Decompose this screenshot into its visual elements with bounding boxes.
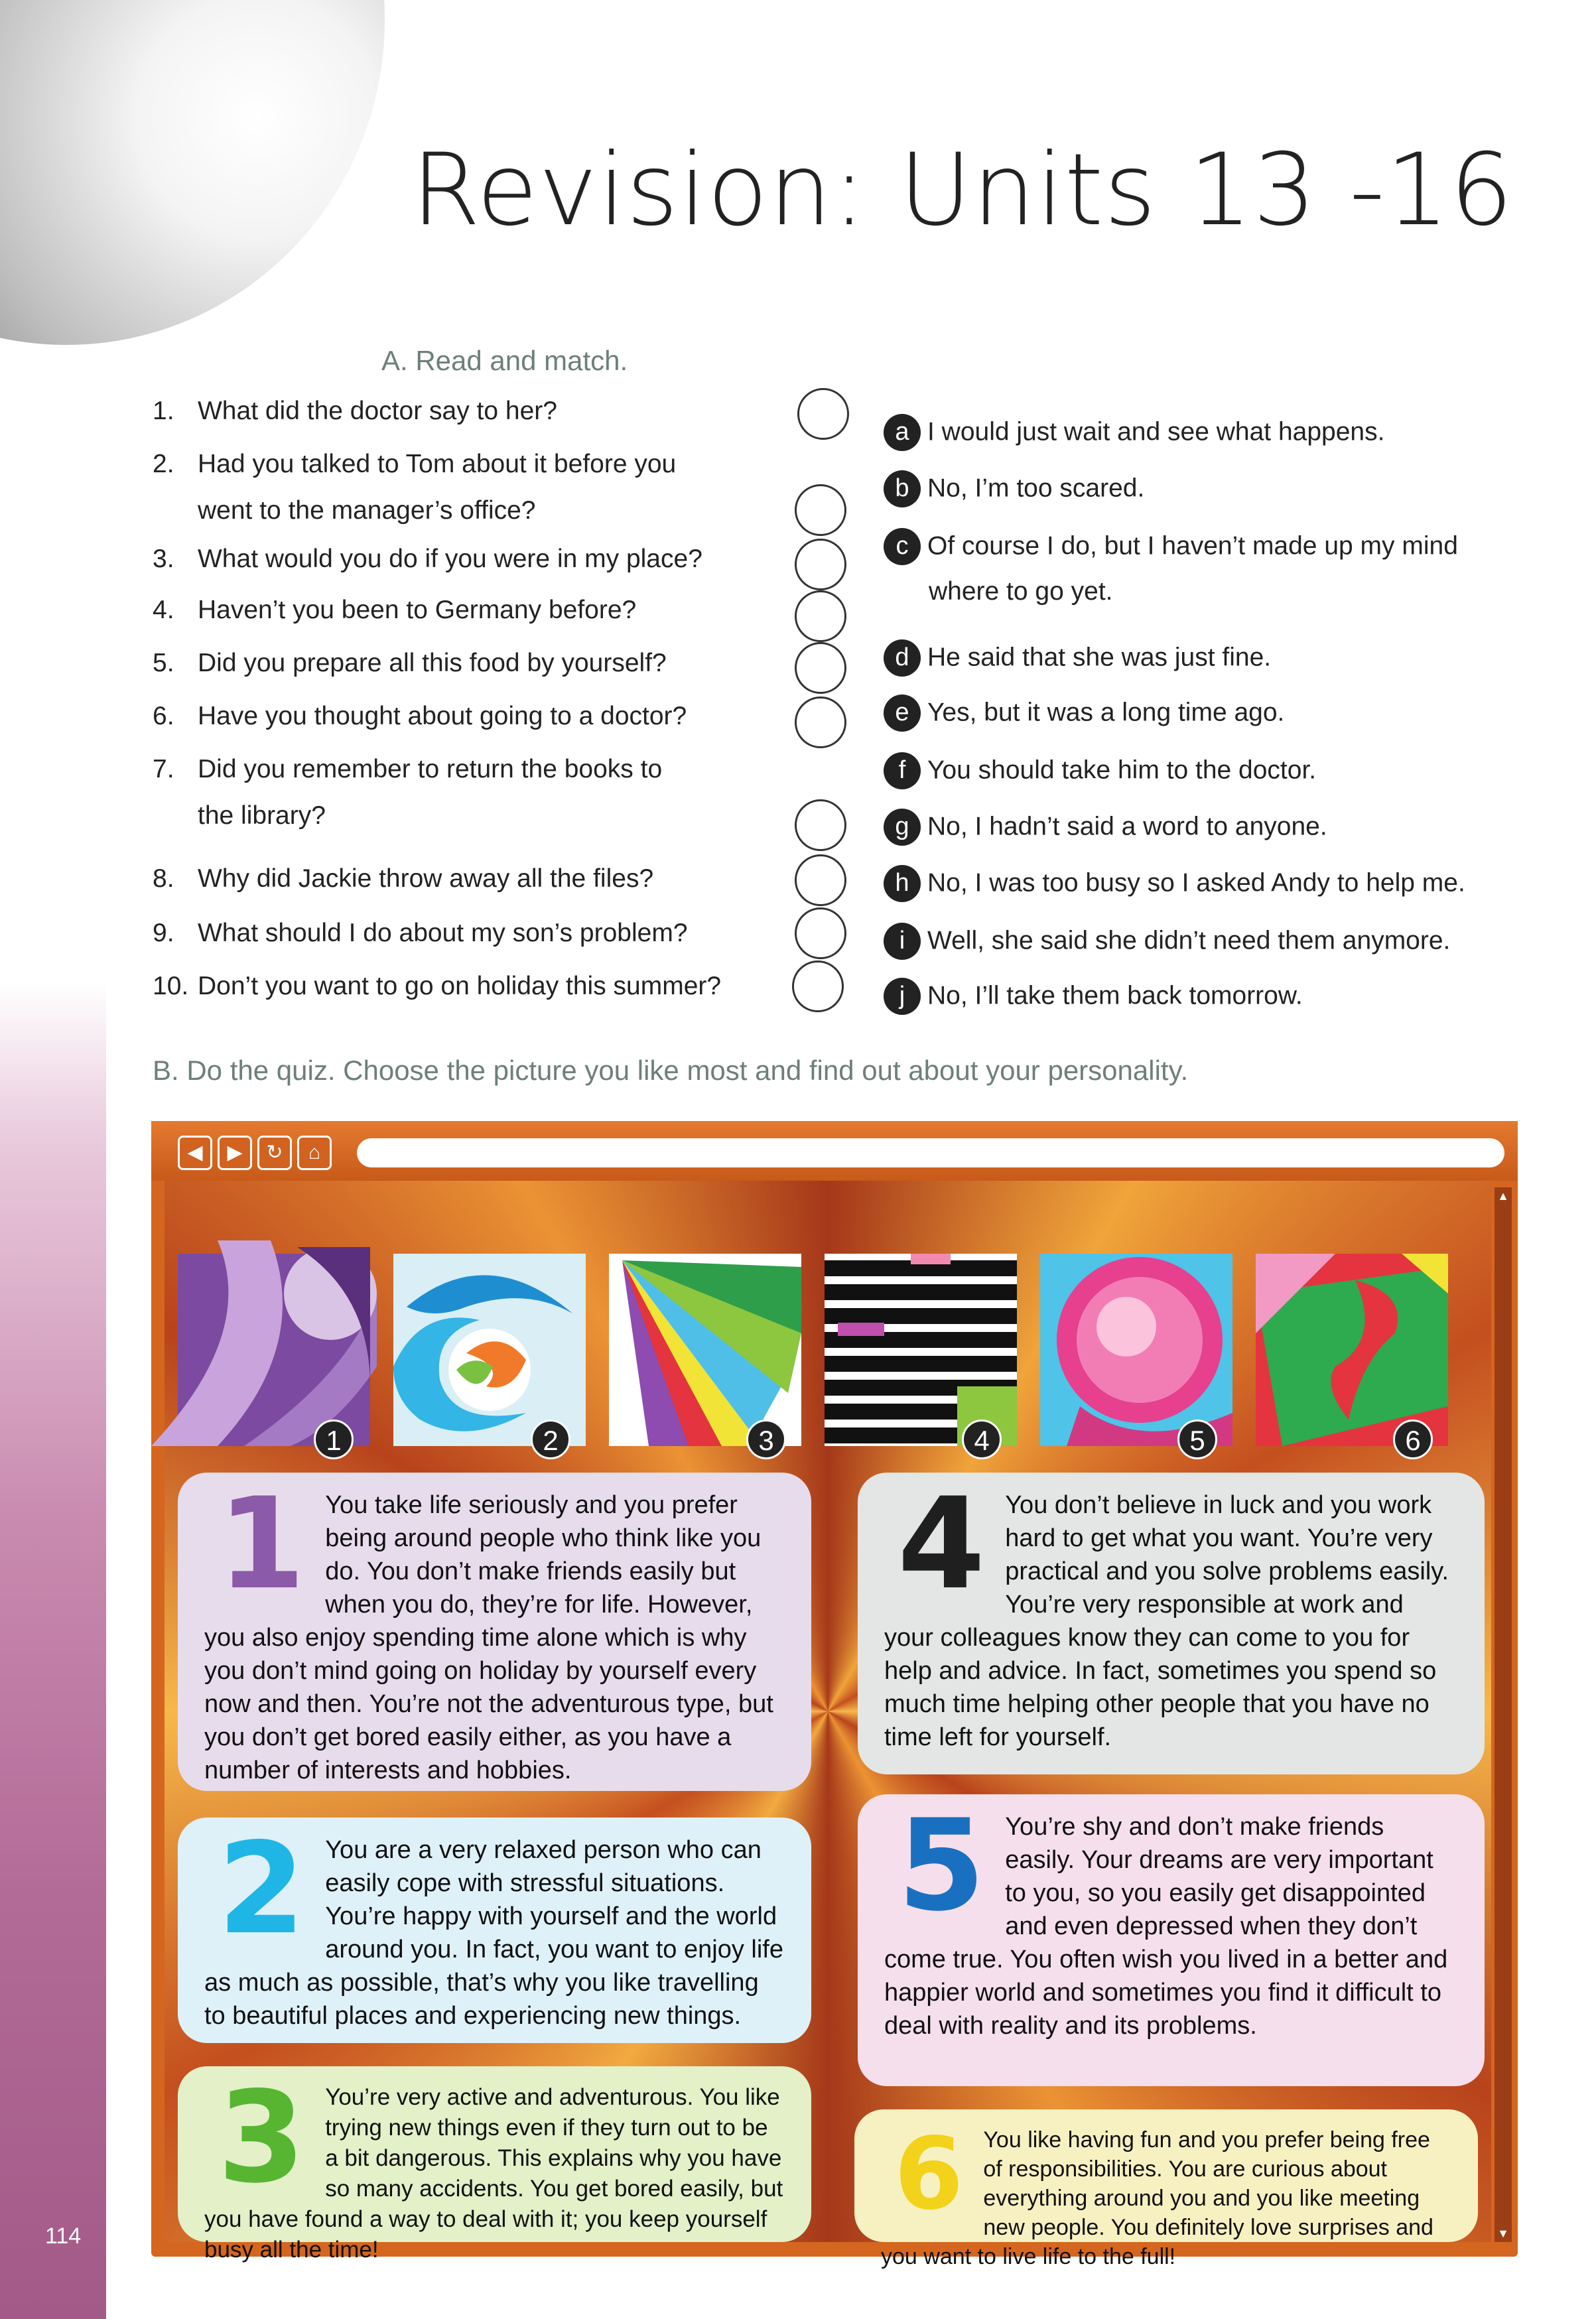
option-letter-badge: b [884, 470, 921, 507]
quiz-picture-3[interactable] [609, 1254, 801, 1446]
option-text: No, I’ll take them back tomorrow. [927, 981, 1303, 1010]
browser-toolbar [151, 1121, 1518, 1181]
option-text: No, I hadn’t said a word to anyone. [927, 812, 1327, 841]
option-letter-badge: e [884, 695, 921, 732]
personality-card-3 [178, 2064, 811, 2263]
quiz-content-area [165, 1181, 1491, 2269]
picture-number-5: 5 [1177, 1420, 1217, 1459]
answer-option-e [884, 689, 1284, 736]
option-text: I would just wait and see what happens. [927, 417, 1385, 446]
card-description: You take life seriously and you prefer being around people who think like you do. You don’t make friends easily but when you do, they’re for life. However, you also enjoy spending time alone which is why you don’t mind going on holiday by yourself every now and then. You’re not the adventurous type, but you don’t get bored easily either, as you have a number of interests and hobbies. [204, 1491, 773, 1784]
question-text: Had you talked to Tom about it before you [198, 450, 677, 478]
quiz-picture-6[interactable] [1256, 1254, 1448, 1446]
answer-option-j [884, 972, 1303, 1020]
quiz-picture-1[interactable] [178, 1254, 370, 1446]
question-number: 4. [153, 596, 174, 624]
picture-number-3: 3 [746, 1420, 786, 1459]
personality-card-4 [858, 1473, 1485, 1774]
page-number: 114 [45, 2223, 82, 2249]
option-letter-badge: c [884, 528, 921, 565]
option-text: You should take him to the doctor. [927, 756, 1317, 785]
answer-circle-8[interactable] [795, 854, 846, 906]
question-number: 2. [153, 450, 174, 478]
scrollbar[interactable] [1495, 1187, 1512, 2242]
card-number: 6 [894, 2117, 964, 2232]
question-10 [153, 963, 721, 1010]
question-number: 5. [153, 649, 174, 677]
question-number: 7. [153, 755, 174, 783]
question-2 [153, 441, 676, 488]
question-number: 8. [153, 864, 174, 893]
answer-option-f [884, 746, 1316, 794]
quiz-picture-2[interactable] [393, 1254, 586, 1446]
option-text: No, I’m too scared. [927, 474, 1145, 503]
side-decoration-stripe [0, 982, 106, 2319]
option-letter-badge: a [884, 414, 921, 451]
option-text: Yes, but it was a long time ago. [927, 698, 1285, 727]
option-text: Well, she said she didn’t need them anymore. [927, 926, 1451, 955]
option-letter-badge: g [884, 809, 921, 846]
card-description: You like having fun and you prefer being free of responsibilities. You are curious about everything around you and you like meeting new people. You definitely love surprises and you want to live life to the full! [881, 2127, 1433, 2269]
option-letter-badge: h [884, 865, 921, 902]
card-description: You’re shy and don’t make friends easily. Your dreams are very important to you, so you easily get disappointed and even depressed when they don’t come true. You often wish you lived in a better and happier world and sometimes you find it difficult to deal with reality and its problems. [884, 1813, 1448, 2040]
quiz-picture-4[interactable] [825, 1254, 1017, 1446]
page-title: Revision: Units 13 -16 [411, 133, 1514, 248]
option-letter-badge: j [884, 978, 921, 1015]
card-number: 5 [898, 1792, 986, 1939]
picture-number-4: 4 [962, 1420, 1002, 1459]
answer-circle-7[interactable] [795, 799, 846, 851]
answer-option-d [884, 633, 1271, 681]
answer-circle-6[interactable] [795, 696, 846, 748]
picture-number-1: 1 [314, 1420, 354, 1459]
scroll-down-icon[interactable]: ▼ [1497, 2227, 1509, 2240]
card-number: 1 [218, 1471, 306, 1617]
answer-circle-1[interactable] [797, 388, 849, 440]
section-b-heading: B. Do the quiz. Choose the picture you like most and find out about your personality. [153, 1055, 1189, 1086]
answer-circle-5[interactable] [795, 642, 846, 694]
address-bar[interactable] [357, 1138, 1504, 1167]
option-text: No, I was too busy so I asked Andy to help me. [927, 868, 1465, 897]
answer-option-c [884, 522, 1458, 570]
question-number: 9. [153, 919, 174, 947]
answer-option-i [884, 917, 1450, 964]
question-text: What should I do about my son’s problem? [198, 919, 688, 947]
option-letter-badge: f [884, 752, 921, 789]
question-4 [153, 587, 636, 633]
answer-option-g [884, 803, 1327, 850]
question-1 [153, 388, 557, 434]
option-letter-badge: i [884, 923, 921, 960]
answer-option-b [884, 464, 1144, 512]
question-text-continued: the library? [198, 801, 326, 830]
card-description: You don’t believe in luck and you work hard to get what you want. You’re very practical and you solve problems easily. You’re very responsible at work and your colleagues know they can come to you for help and advice. In fact, sometimes you spend so much time helping other people that you have no time left for yourself. [884, 1491, 1449, 1751]
decorative-sphere [0, 0, 385, 345]
answer-circle-2[interactable] [795, 484, 846, 536]
personality-card-1 [178, 1473, 811, 1791]
question-7 [153, 746, 662, 793]
card-description: You’re very active and adventurous. You like trying new things even if they turn out to be a bit dangerous. This explains why you have so many accidents. You get bored easily, but you have found a way to deal with it; you keep yourself busy all the time! [204, 2084, 783, 2263]
answer-circle-4[interactable] [795, 590, 846, 642]
question-8 [153, 856, 653, 902]
question-number: 3. [153, 545, 174, 573]
card-number: 4 [898, 1471, 986, 1617]
question-text: Have you thought about going to a doctor? [198, 702, 687, 730]
card-number: 2 [218, 1816, 306, 1962]
question-number: 6. [153, 702, 174, 730]
personality-card-2 [178, 1818, 811, 2043]
back-arrow-icon[interactable]: ◀ [178, 1136, 212, 1170]
picture-number-2: 2 [531, 1420, 570, 1459]
answer-option-a [884, 408, 1384, 456]
card-description: You are a very relaxed person who can easily cope with stressful situations. You’re happy with yourself and the world around you. In fact, you want to enjoy life as much as possible, that’s why you like travelling to beautiful places and experiencing new things. [204, 1836, 783, 2030]
answer-circle-3[interactable] [795, 539, 846, 590]
question-3 [153, 536, 702, 582]
question-6 [153, 693, 687, 740]
question-text-continued: went to the manager’s office? [198, 496, 536, 525]
question-text: Did you remember to return the books to [198, 755, 663, 783]
personality-card-6 [854, 2109, 1478, 2269]
option-text: He said that she was just fine. [927, 643, 1272, 672]
section-a-heading: A. Read and match. [381, 345, 628, 376]
refresh-icon[interactable]: ↻ [257, 1136, 292, 1170]
option-text: Of course I do, but I haven’t made up my mind [927, 531, 1458, 561]
scroll-up-icon[interactable]: ▲ [1497, 1189, 1509, 1203]
forward-arrow-icon[interactable]: ▶ [218, 1136, 252, 1170]
card-number: 3 [218, 2064, 306, 2211]
question-text: Don’t you want to go on holiday this summer? [198, 972, 722, 1000]
answer-option-h [884, 859, 1465, 907]
question-text: What would you do if you were in my place? [198, 545, 702, 573]
question-number: 1. [153, 397, 174, 425]
quiz-picture-5[interactable] [1040, 1254, 1232, 1446]
question-9 [153, 910, 688, 957]
question-text: What did the doctor say to her? [198, 397, 557, 425]
question-number: 10. [153, 972, 189, 1000]
picture-number-6: 6 [1393, 1420, 1433, 1459]
option-letter-badge: d [884, 639, 921, 677]
option-text-continued: where to go yet. [929, 577, 1113, 606]
home-icon[interactable]: ⌂ [297, 1136, 332, 1170]
question-text: Haven’t you been to Germany before? [198, 596, 637, 624]
quiz-browser-window [151, 1121, 1518, 2269]
answer-circle-9[interactable] [795, 907, 846, 959]
question-text: Did you prepare all this food by yourself? [198, 649, 667, 677]
question-text: Why did Jackie throw away all the files? [198, 864, 654, 893]
answer-circle-10[interactable] [792, 961, 844, 1012]
personality-card-5 [858, 1794, 1485, 2086]
question-5 [153, 640, 667, 687]
